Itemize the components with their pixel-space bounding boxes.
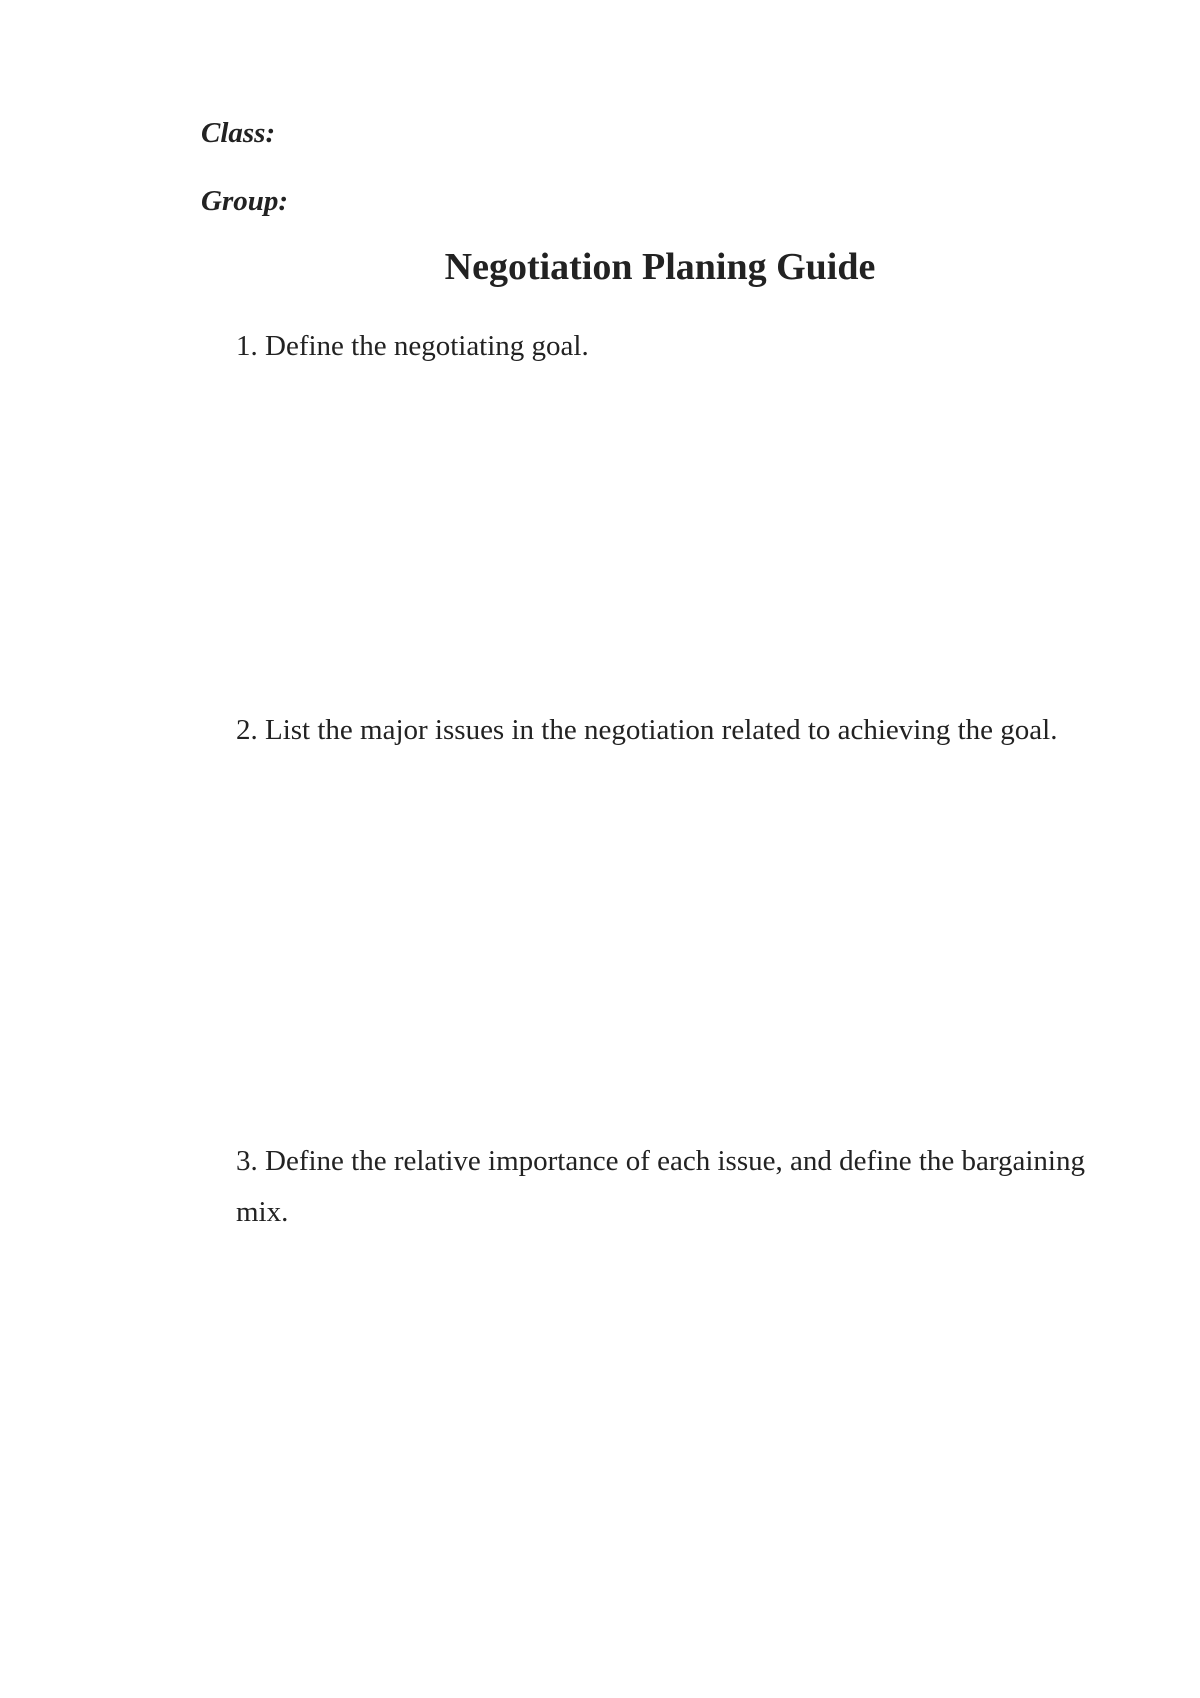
question-3: 3. Define the relative importance of each issue, and define the bargaining mix. [236, 1145, 1085, 1228]
page-title: Negotiation Planing Guide [444, 246, 876, 288]
group-label: Group: [201, 185, 289, 217]
question-2: 2. List the major issues in the negotiation related to achieving the goal. [236, 714, 1058, 746]
question-1: 1. Define the negotiating goal. [236, 330, 589, 362]
class-label: Class: [201, 117, 276, 149]
